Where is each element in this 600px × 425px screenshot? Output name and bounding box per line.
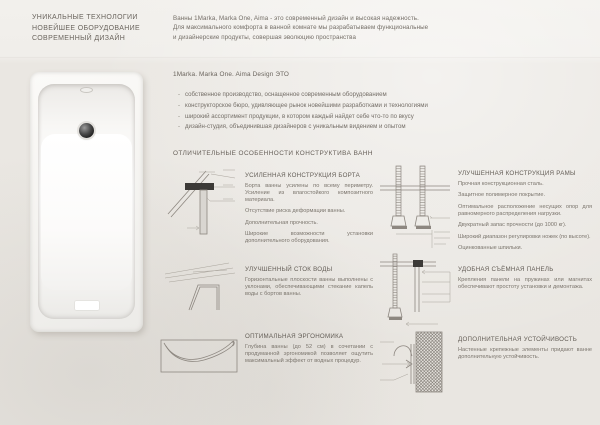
slogan-line: УНИКАЛЬНЫЕ ТЕХНОЛОГИИ (32, 14, 138, 21)
list-item (178, 112, 428, 123)
feature-title: ДОПОЛНИТЕЛЬНАЯ УСТОЙЧИВОСТЬ (458, 336, 578, 343)
features-section-title: ОТЛИЧИТЕЛЬНЫЕ ОСОБЕННОСТИ КОНСТРУКТИВА ВАНН (173, 150, 373, 157)
ergonomics-icon (158, 332, 240, 382)
brand-bullets (178, 90, 428, 133)
slogan-line: СОВРЕМЕННЫЙ ДИЗАЙН (32, 35, 126, 42)
rim-section-icon (163, 168, 237, 260)
list-item (178, 122, 428, 133)
slogan-line: НОВЕЙШЕЕ ОБОРУДОВАНИЕ (32, 24, 141, 32)
feature-text: Настенные крепежные элементы придают ванне дополнительную устойчивость. (458, 347, 592, 360)
bullet-marker: - (178, 91, 181, 98)
feature-ergonomics (245, 333, 373, 369)
feature-text: Защитное полимерное покрытие. (458, 192, 546, 199)
overflow-hole-icon (80, 87, 93, 93)
feature-title: ОПТИМАЛЬНАЯ ЭРГОНОМИКА (245, 333, 344, 340)
bathtub-floor (41, 134, 132, 290)
intro-line: Для максимального комфорта в ванной комнате мы разрабатываем функциональные (173, 24, 429, 32)
list-item (178, 90, 428, 101)
feature-title: УДОБНАЯ СЪЁМНАЯ ПАНЕЛЬ (458, 266, 554, 273)
feature-wall-stability (458, 336, 592, 365)
feature-text: Оцинкованные шпильки. (458, 244, 523, 251)
bullet-marker: - (178, 123, 181, 131)
bullet-marker: - (178, 101, 181, 109)
feature-removable-panel (458, 266, 592, 295)
feature-water-drain (245, 266, 373, 302)
intro-paragraph (173, 14, 428, 42)
bullet-text: широкий ассортимент продукции, в котором каждый найдет себе что-то по вкусу (185, 112, 414, 120)
slogan-block (32, 13, 140, 45)
feature-text: Крепления панели на пружинах или магнитах обеспечивают простоту установки и демонтажа. (458, 277, 592, 290)
bullet-marker: - (178, 112, 181, 120)
bullet-text: собственное производство, оснащенное современным оборудованием (185, 91, 387, 98)
feature-title: УЛУЧШЕННЫЙ СТОК ВОДЫ (245, 266, 333, 273)
feature-text: Широкий диапазон регулировки ножек (по высоте). (458, 233, 591, 240)
feature-text: Широкие возможности установки дополнительного оборудования. (245, 231, 373, 244)
feature-title: УЛУЧШЕННАЯ КОНСТРУКЦИЯ РАМЫ (458, 170, 576, 177)
bathtub-label-sticker (75, 301, 99, 310)
bullet-text: конструкторское бюро, удивляющее рынок новейшими разработками и технологиями (185, 101, 428, 109)
feature-text: Двукратный запас прочности (до 1000 кг). (458, 222, 567, 229)
feature-title: УСИЛЕННАЯ КОНСТРУКЦИЯ БОРТА (245, 172, 360, 179)
feature-text: Глубина ванны (до 52 см) в сочетании с продуманной эргономикой позволяет ощутить максимальный эффект от водных процедур. (245, 344, 373, 364)
brand-title: 1Marka. Marka One. Aima Design ЭТО (173, 71, 289, 78)
feature-text: Дополнительная прочность. (245, 219, 318, 226)
panel-icon (376, 250, 454, 334)
wall-mount-icon (378, 328, 452, 400)
list-item (178, 101, 428, 112)
bathtub-top-view (30, 72, 143, 332)
water-flow-icon (163, 260, 237, 322)
drain-hole-icon (79, 123, 94, 138)
intro-line: и дизайнерские продукты, совершая эволюцию пространства (173, 33, 357, 41)
feature-text: Отсутствие риска деформации ванны. (245, 208, 346, 215)
feature-reinforced-rim (245, 172, 373, 249)
feature-text: Оптимальное расположение несущих опор для равномерного распределения нагрузки. (458, 203, 592, 217)
feature-frame (458, 170, 592, 256)
feature-text: Прочная конструкционная сталь. (458, 181, 544, 187)
bullet-text: дизайн-студия, объединившая дизайнеров с уникальным видением и опытом (185, 123, 406, 131)
header-divider (0, 57, 600, 58)
intro-line: Ванны 1Marka, Marka One, Aima - это современный дизайн и высокая надежность. (173, 15, 419, 22)
feature-text: Борта ванны усилены по всему периметру. Усиление из влагостойкого композитного материала. (245, 183, 373, 203)
feature-text: Горизонтальные плоскости ванны выполнены с уклонами, обеспечивающими стекание капель воды с бортов ванны. (245, 277, 373, 297)
frame-icon (376, 160, 454, 258)
